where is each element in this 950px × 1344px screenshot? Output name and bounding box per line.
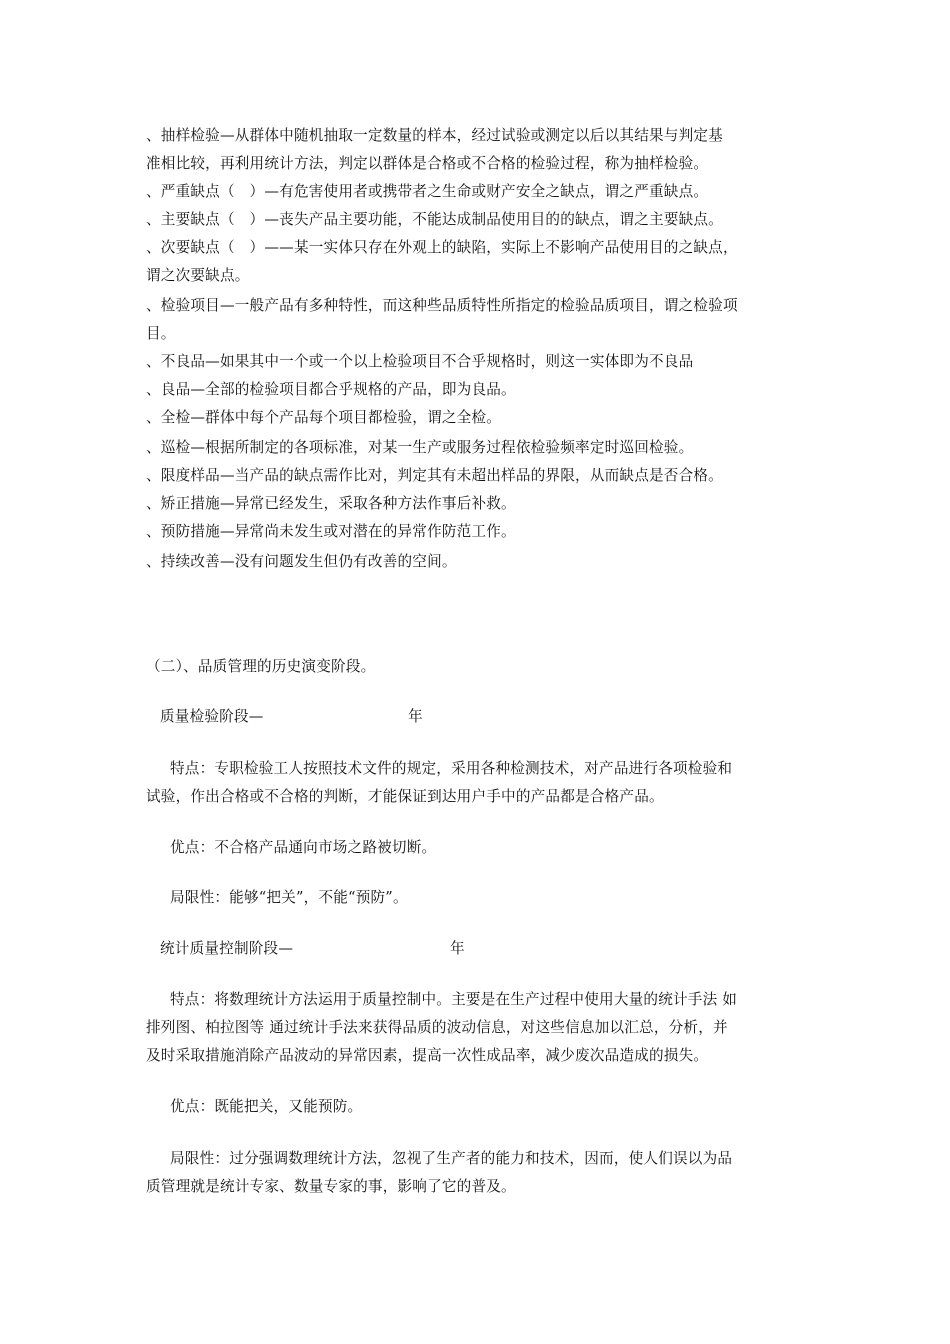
stage-year: 年 [408,708,423,725]
stage-year: 年 [450,940,465,957]
definition-line: 、次要缺点（ ）——某一实体只存在外观上的缺陷，实际上不影响产品使用目的之缺点， [146,239,738,256]
stage-advantage: 优点：不合格产品通向市场之路被切断。 [170,839,437,856]
stage-advantage: 优点：既能把关，又能预防。 [170,1098,363,1115]
definition-line: 谓之次要缺点。 [146,267,250,284]
stage-features-line: 特点：将数理统计方法运用于质量控制中。主要是在生产过程中使用大量的统计手法 如 [170,991,738,1008]
stage-heading: 质量检验阶段— [160,708,264,725]
definition-line: 、不良品—如果其中一个或一个以上检验项目不合乎规格时，则这一实体即为不良品 [146,353,694,370]
definition-line: 、严重缺点（ ）—有危害使用者或携带者之生命或财产安全之缺点，谓之严重缺点。 [146,183,709,200]
stage-heading: 统计质量控制阶段— [160,940,294,957]
stage-features-line: 排列图、柏拉图等 通过统计手法来获得品质的波动信息，对这些信息加以汇总，分析，并 [146,1019,728,1036]
definition-line: 、抽样检验—从群体中随机抽取一定数量的样本，经过试验或测定以后以其结果与判定基 [146,127,723,144]
definition-line: 、预防措施—异常尚未发生或对潜在的异常作防范工作。 [146,523,516,540]
stage-limitation: 局限性：能够“把关”，不能“预防”。 [170,889,408,906]
section-title: （二）、品质管理的历史演变阶段。 [146,658,376,675]
definition-line: 准相比较，再利用统计方法，判定以群体是合格或不合格的检验过程，称为抽样检验。 [146,155,709,172]
definition-line: 、良品—全部的检验项目都合乎规格的产品，即为良品。 [146,381,516,398]
stage-features-line: 试验，作出合格或不合格的判断，才能保证到达用户手中的产品都是合格产品。 [146,788,664,805]
stage-limitation-line: 局限性：过分强调数理统计方法，忽视了生产者的能力和技术，因而，使人们误以为品 [170,1150,733,1167]
definition-line: 、检验项目—一般产品有多种特性，而这种些品质特性所指定的检验品质项目，谓之检验项 [146,297,738,314]
definition-line: 目。 [146,325,176,342]
definition-line: 、全检—群体中每个产品每个项目都检验，谓之全检。 [146,409,502,426]
stage-features-line: 及时采取措施消除产品波动的异常因素，提高一次性成品率，减少废次品造成的损失。 [146,1047,709,1064]
stage-limitation-line: 质管理就是统计专家、数量专家的事，影响了它的普及。 [146,1178,516,1195]
definition-line: 、主要缺点（ ）—丧失产品主要功能，不能达成制品使用目的的缺点，谓之主要缺点。 [146,211,723,228]
definition-line: 、限度样品—当产品的缺点需作比对，判定其有未超出样品的界限，从而缺点是否合格。 [146,467,723,484]
stage-features-line: 特点：专职检验工人按照技术文件的规定，采用各种检测技术，对产品进行各项检验和 [170,760,733,777]
definition-line: 、持续改善—没有问题发生但仍有改善的空间。 [146,553,457,570]
definition-line: 、矫正措施—异常已经发生，采取各种方法作事后补救。 [146,495,516,512]
definition-line: 、巡检—根据所制定的各项标准，对某一生产或服务过程依检验频率定时巡回检验。 [146,439,694,456]
